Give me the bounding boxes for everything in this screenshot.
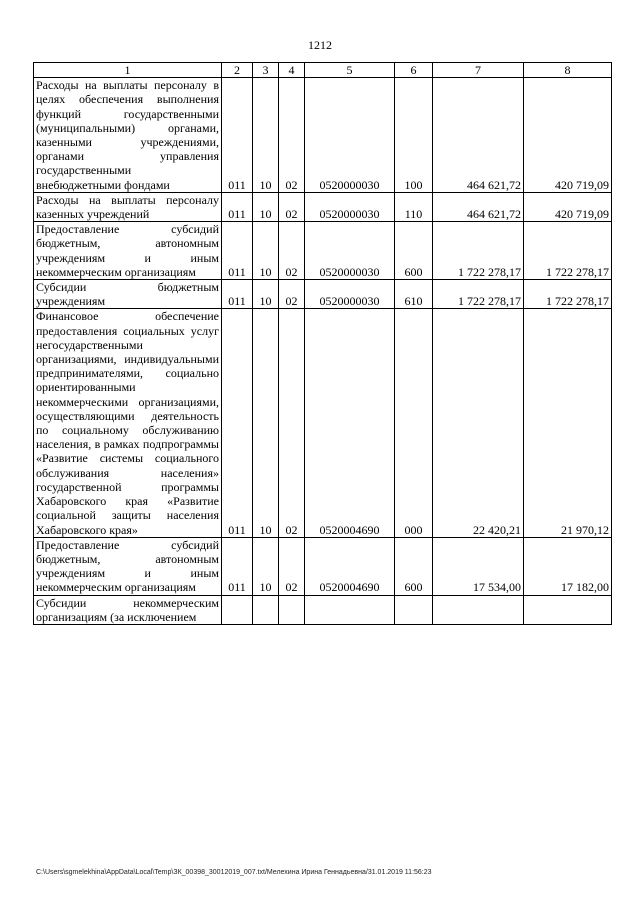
amount-col8: 420 719,09 [524, 78, 612, 193]
table-row [34, 309, 612, 537]
subsection-code: 02 [279, 192, 305, 221]
column-header: 5 [305, 63, 395, 78]
expense-type-code: 000 [395, 309, 433, 537]
table-header-row [34, 63, 612, 78]
ministry-code [222, 595, 253, 624]
ministry-code: 011 [222, 78, 253, 193]
amount-col7: 1 722 278,17 [433, 280, 524, 309]
row-name: Расходы на выплаты персоналу в целях обеспечения выполнения функций государственными (муниципальными) органами, казенными учреждениями, органами управления государственными внебюджетными фондами [34, 78, 222, 193]
subsection-code [279, 595, 305, 624]
column-header: 3 [253, 63, 279, 78]
amount-col7: 1 722 278,17 [433, 222, 524, 280]
subsection-code: 02 [279, 309, 305, 537]
column-header: 6 [395, 63, 433, 78]
target-article-code: 0520000030 [305, 192, 395, 221]
section-code: 10 [253, 280, 279, 309]
section-code: 10 [253, 222, 279, 280]
ministry-code: 011 [222, 192, 253, 221]
target-article-code: 0520000030 [305, 78, 395, 193]
amount-col7: 464 621,72 [433, 78, 524, 193]
row-name: Субсидии некоммерческим организациям (за исключением [34, 595, 222, 624]
expense-type-code: 610 [395, 280, 433, 309]
subsection-code: 02 [279, 78, 305, 193]
expense-type-code [395, 595, 433, 624]
section-code: 10 [253, 192, 279, 221]
amount-col8: 1 722 278,17 [524, 280, 612, 309]
column-header: 2 [222, 63, 253, 78]
table-row [34, 222, 612, 280]
expense-type-code: 600 [395, 222, 433, 280]
row-name: Предоставление субсидий бюджетным, автономным учреждениям и иным некоммерческим организациям [34, 222, 222, 280]
table-row [34, 537, 612, 595]
target-article-code: 0520004690 [305, 537, 395, 595]
amount-col7 [433, 595, 524, 624]
subsection-code: 02 [279, 537, 305, 595]
row-name: Расходы на выплаты персоналу казенных учреждений [34, 192, 222, 221]
table-row [34, 192, 612, 221]
table-row [34, 78, 612, 193]
ministry-code: 011 [222, 537, 253, 595]
expense-type-code: 600 [395, 537, 433, 595]
amount-col7: 22 420,21 [433, 309, 524, 537]
target-article-code: 0520000030 [305, 222, 395, 280]
amount-col8 [524, 595, 612, 624]
amount-col8: 420 719,09 [524, 192, 612, 221]
row-name: Субсидии бюджетным учреждениям [34, 280, 222, 309]
amount-col8: 17 182,00 [524, 537, 612, 595]
budget-table [33, 62, 612, 625]
ministry-code: 011 [222, 222, 253, 280]
amount-col8: 1 722 278,17 [524, 222, 612, 280]
subsection-code: 02 [279, 280, 305, 309]
subsection-code: 02 [279, 222, 305, 280]
column-header: 7 [433, 63, 524, 78]
column-header: 1 [34, 63, 222, 78]
section-code [253, 595, 279, 624]
row-name: Предоставление субсидий бюджетным, автономным учреждениям и иным некоммерческим организациям [34, 537, 222, 595]
table-row [34, 595, 612, 624]
column-header: 4 [279, 63, 305, 78]
target-article-code: 0520000030 [305, 280, 395, 309]
ministry-code: 011 [222, 309, 253, 537]
section-code: 10 [253, 537, 279, 595]
ministry-code: 011 [222, 280, 253, 309]
amount-col7: 464 621,72 [433, 192, 524, 221]
footer-file-path: C:\Users\sgmelekhina\AppData\Local\Temp\ЗК_00398_30012019_007.txt/Мелехина Ирина Геннадьевна/31.01.2019 11:56:23 [36, 869, 432, 876]
section-code: 10 [253, 309, 279, 537]
row-name: Финансовое обеспечение предоставления социальных услуг негосударственными организациями, индивидуальными предпринимателями, социально ориентированными некоммерческими организациями, осуществляющими деятельность по социальному обслуживанию населения, в рамках подпрограммы «Развитие системы социального обслуживания населения» государственной программы Хабаровского края «Развитие социальной защиты населения Хабаровского края» [34, 309, 222, 537]
column-header: 8 [524, 63, 612, 78]
table-row [34, 280, 612, 309]
page-number: 1212 [308, 38, 332, 52]
amount-col8: 21 970,12 [524, 309, 612, 537]
expense-type-code: 100 [395, 78, 433, 193]
amount-col7: 17 534,00 [433, 537, 524, 595]
expense-type-code: 110 [395, 192, 433, 221]
target-article-code: 0520004690 [305, 309, 395, 537]
section-code: 10 [253, 78, 279, 193]
target-article-code [305, 595, 395, 624]
